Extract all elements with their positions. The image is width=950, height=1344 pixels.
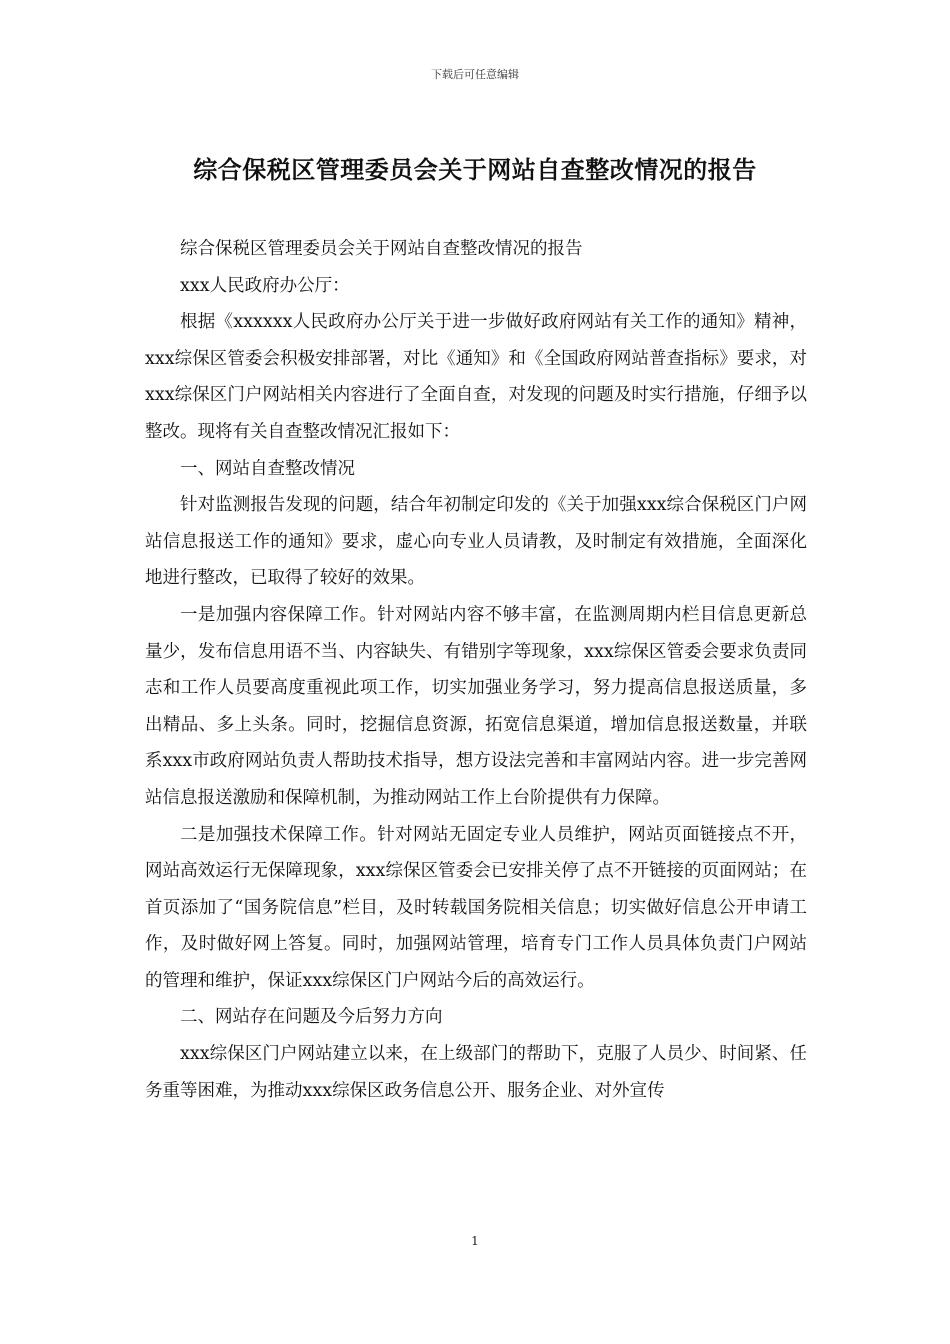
body-paragraph-intro: 根据《xxxxxx人民政府办公厅关于进一步做好政府网站有关工作的通知》精神，xxx综保区管委会积极安排部署，对比《通知》和《全国政府网站普查指标》要求，对xxx综保区门户网站相关内容进行了全面自查，对发现的问题及时实行措施，仔细予以整改。现将有关自查整改情况汇报如下： [145, 312, 807, 442]
section-heading-1: 一、网站自查整改情况 [180, 458, 355, 479]
document-body [145, 231, 807, 1109]
header-note: 下载后可任意编辑 [431, 68, 519, 81]
body-paragraph-content-guarantee: 一是加强内容保障工作。针对网站内容不够丰富，在监测周期内栏目信息更新总量少，发布信息用语不当、内容缺失、有错别字等现象，xxx综保区管委会要求负责同志和工作人员要高度重视此项工作，切实加强业务学习，努力提高信息报送质量，多出精品、多上头条。同时，挖掘信息资源，拓宽信息渠道，增加信息报送数量，并联系xxx市政府网站负责人帮助技术指导，想方设法完善和丰富网站内容。进一步完善网站信息报送激励和保障机制，为推动网站工作上台阶提供有力保障。 [145, 604, 807, 808]
document-title: 综合保税区管理委员会关于网站自查整改情况的报告 [193, 155, 757, 184]
body-paragraph-subtitle: 综合保税区管理委员会关于网站自查整改情况的报告 [180, 239, 583, 259]
body-paragraph-addressee: xxx人民政府办公厅： [180, 275, 350, 296]
section-heading-2: 二、网站存在问题及今后努力方向 [180, 1007, 443, 1028]
body-paragraph-section2: xxx综保区门户网站建立以来，在上级部门的帮助下，克服了人员少、时间紧、任务重等困难，为推动xxx综保区政务信息公开、服务企业、对外宣传 [145, 1044, 807, 1101]
page-number: 1 [471, 1234, 479, 1248]
body-paragraph-tech-guarantee: 二是加强技术保障工作。针对网站无固定专业人员维护，网站页面链接点不开，网站高效运行无保障现象，xxx综保区管委会已安排关停了点不开链接的页面网站；在首页添加了“国务院信息”栏目，及时转载国务院相关信息；切实做好信息公开申请工作，及时做好网上答复。同时，加强网站管理，培育专门工作人员具体负责门户网站的管理和维护，保证xxx综保区门户网站今后的高效运行。 [145, 824, 807, 991]
body-paragraph-section1: 针对监测报告发现的问题，结合年初制定印发的《关于加强xxx综合保税区门户网站信息报送工作的通知》要求，虚心向专业人员请教，及时制定有效措施，全面深化地进行整改，已取得了较好的效果。 [145, 495, 807, 589]
